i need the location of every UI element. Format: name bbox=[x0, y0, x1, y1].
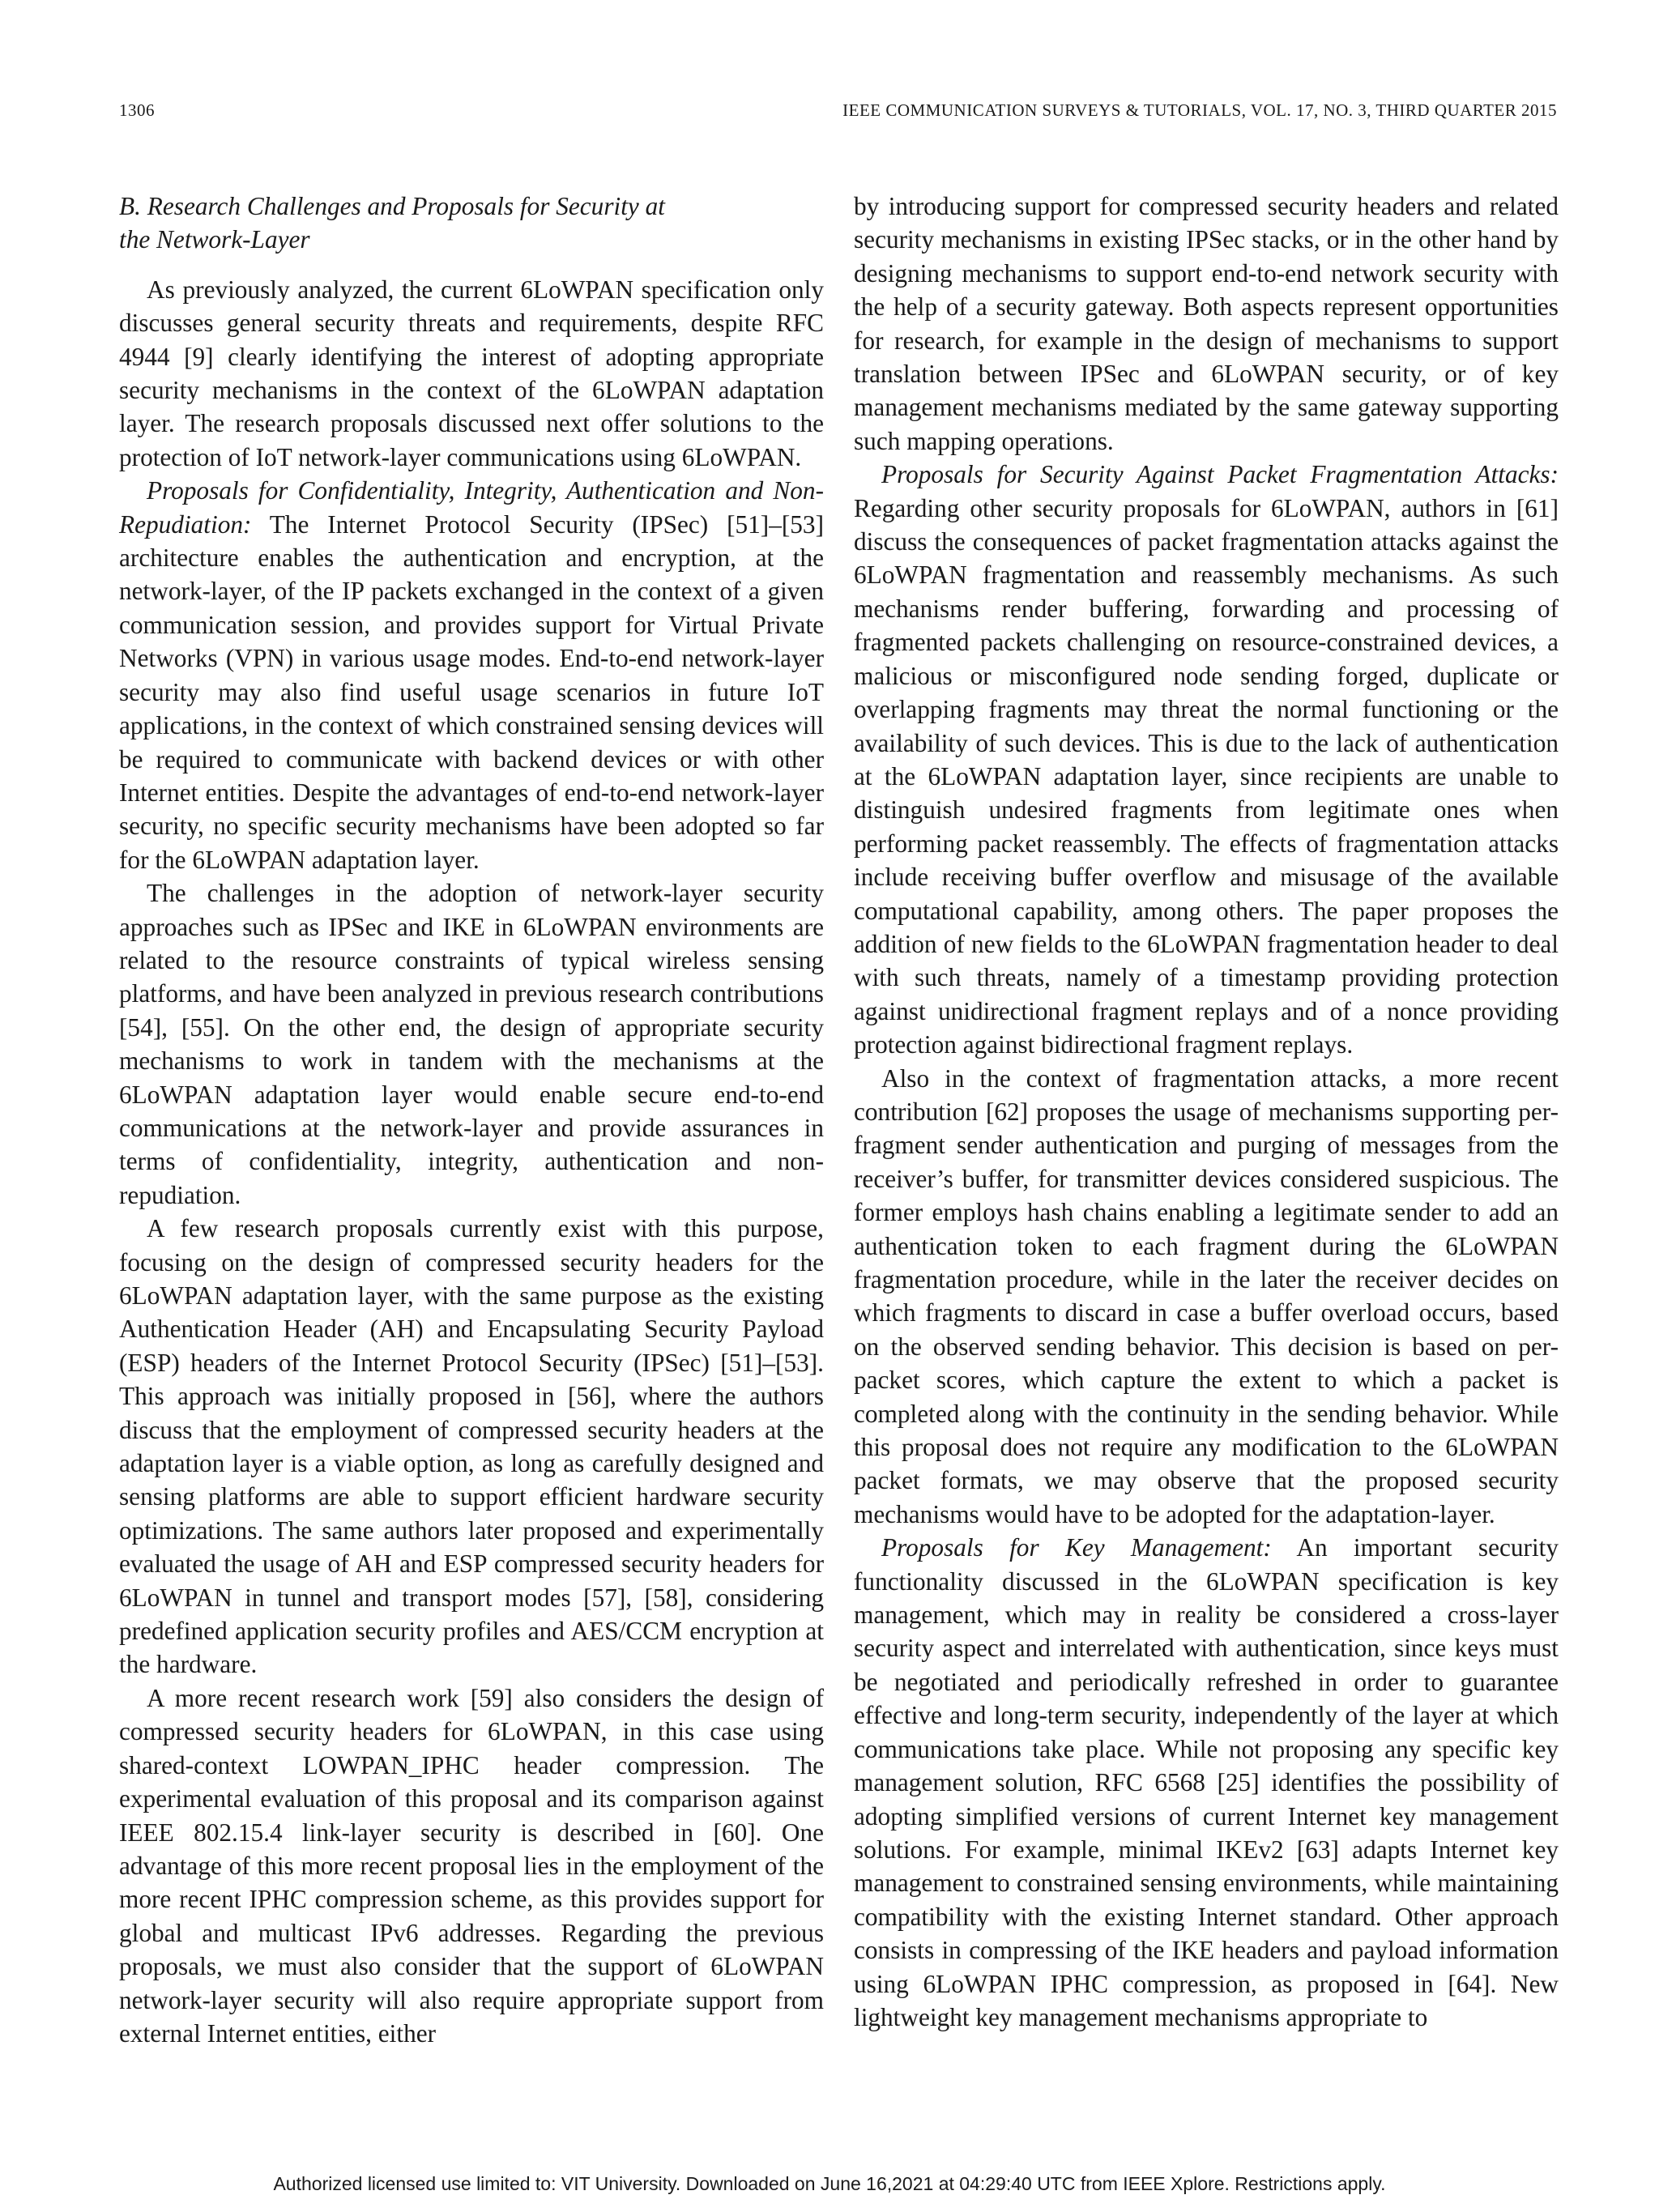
journal-running-header: IEEE COMMUNICATION SURVEYS & TUTORIALS, VOL. 17, NO. 3, THIRD QUARTER 2015 bbox=[842, 100, 1557, 120]
paragraph-recent-work: A more recent research work [59] also considers the design of compressed security headers for 6LoWPAN, in this case using shared-context LOWPAN_IPHC header compression. The experimental evaluation of this proposal and its comparison against IEEE 802.15.4 link-layer security is described in [60]. One advantage of this more recent proposal lies in the employment of the more recent IPHC compression scheme, as this provides support for global and multicast IPv6 addresses. Regarding the previous proposals, we must also consider that the support of 6LoWPAN network-layer security will also require appropriate support from external Internet entities, either bbox=[119, 1683, 824, 2048]
paragraph-key-management-text: An important security functionality discussed in the 6LoWPAN specification is key management, which may in reality be considered a cross-layer security aspect and interrelated with authentication, since keys must be negotiated and periodically refreshed in order to guarantee effective and long-term security, independently of the layer at which communications take place. While not proposing any specific key management solution, RFC 6568 [25] identifies the possibility of adopting simplified versions of current Internet key management solutions. For example, minimal IKEv2 [63] adapts Internet key management to constrained sensing environments, while maintaining compatibility with the existing Internet standard. Other approach consists in compressing of the IKE headers and payload information using 6LoWPAN IPHC compression, as proposed in [64]. New lightweight key management mechanisms appropriate to bbox=[854, 1533, 1559, 2031]
paragraph-confidentiality bbox=[119, 474, 824, 876]
paragraph-intro: As previously analyzed, the current 6LoWPAN specification only discusses general security threats and requirements, despite RFC 4944 [9] clearly identifying the interest of adopting appropriate security mechanisms in the context of the 6LoWPAN adaptation layer. The research proposals discussed next offer solutions to the protection of IoT network-layer communications using 6LoWPAN. bbox=[119, 275, 824, 471]
paragraph-confidentiality-text: The Internet Protocol Security (IPSec) [51]–[53] architecture enables the authentication and encryption, at the network-layer, of the IP packets exchanged in the context of a given communication session, and provides support for Virtual Private Networks (VPN) in various usage modes. End-to-end network-layer security may also find useful usage scenarios in future IoT applications, in the context of which constrained sensing devices will be required to communicate with backend devices or with other Internet entities. Despite the advantages of end-to-end network-layer security, no specific security mechanisms have been adopted so far for the 6LoWPAN adaptation layer. bbox=[119, 509, 824, 874]
run-in-heading-confidentiality: Proposals for Confidentiality, Integrity, Authentication and Non-Repudiation: bbox=[119, 476, 824, 539]
paragraph-continuation: by introducing support for compressed security headers and related security mechanisms in existing IPSec stacks, or in the other hand by designing mechanisms to support end-to-end network security with the help of a security gateway. Both aspects represent opportunities for research, for example in the design of mechanisms to support translation between IPSec and 6LoWPAN security, or of key management mechanisms mediated by the same gateway supporting such mapping operations. bbox=[854, 192, 1559, 455]
page-number: 1306 bbox=[119, 100, 155, 120]
paragraph-compressed-headers: A few research proposals currently exist with this purpose, focusing on the design of compressed security headers for the 6LoWPAN adaptation layer, with the same purpose as the existing Authentication Header (AH) and Encapsulating Security Payload (ESP) headers of the Internet Protocol Security (IPSec) [51]–[53]. This approach was initially proposed in [56], where the authors discuss that the employment of compressed security headers at the adaptation layer is a viable option, as long as carefully designed and sensing platforms are able to support efficient hardware security optimizations. The same authors later proposed and experimentally evaluated the usage of AH and ESP compressed security headers for 6LoWPAN in tunnel and transport modes [57], [58], considering predefined application security profiles and AES/CCM encryption at the hardware. bbox=[119, 1214, 824, 1679]
run-in-heading-fragmentation: Proposals for Security Against Packet Fragmentation Attacks: bbox=[881, 460, 1559, 489]
section-heading-line-2: the Network-Layer bbox=[119, 225, 310, 254]
left-column bbox=[119, 190, 824, 2050]
paragraph-key-management bbox=[854, 1531, 1559, 2034]
run-in-heading-key-management: Proposals for Key Management: bbox=[881, 1533, 1272, 1562]
download-notice: Authorized licensed use limited to: VIT University. Downloaded on June 16,2021 at 04:29:40 UTC from IEEE Xplore. Restrictions apply. bbox=[273, 2173, 1386, 2194]
paragraph-fragmentation-recent: Also in the context of fragmentation attacks, a more recent contribution [62] proposes the usage of mechanisms supporting per-fragment sender authentication and purging of messages from the receiver’s buffer, for transmitter devices considered suspicious. The former employs hash chains enabling a legitimate sender to add an authentication token to each fragment during the 6LoWPAN fragmentation procedure, while in the later the receiver decides on which fragments to discard in case a buffer overload occurs, based on the observed sending behavior. This decision is based on per-packet scores, which capture the extent to which a packet is completed along with the continuity in the sending behavior. While this proposal does not require any modification to the 6LoWPAN packet formats, we may observe that the proposed security mechanisms would have to be adopted for the adaptation-layer. bbox=[854, 1063, 1559, 1528]
paragraph-fragmentation-text: Regarding other security proposals for 6LoWPAN, authors in [61] discuss the consequences of packet fragmentation attacks against the 6LoWPAN fragmentation and reassembly mechanisms. As such mechanisms render buffering, forwarding and processing of fragmented packets challenging on resource-constrained devices, a malicious or misconfigured node sending forged, duplicate or overlapping fragments may threat the normal functioning or the availability of such devices. This is due to the lack of authentication at the 6LoWPAN adaptation layer, since recipients are unable to distinguish undesired fragments from legitimate ones when performing packet reassembly. The effects of fragmentation attacks include receiving buffer overflow and misusage of the available computational capability, among others. The paper proposes the addition of new fields to the 6LoWPAN fragmentation header to deal with such threats, namely of a timestamp providing protection against unidirectional fragment replays and of a nonce providing protection against bidirectional fragment replays. bbox=[854, 493, 1559, 1059]
paragraph-fragmentation bbox=[854, 458, 1559, 1061]
paragraph-challenges: The challenges in the adoption of network-layer security approaches such as IPSec and IKE in 6LoWPAN environments are related to the resource constraints of typical wireless sensing platforms, and have been analyzed in previous research contributions [54], [55]. On the other end, the design of appropriate security mechanisms to work in tandem with the mechanisms at the 6LoWPAN adaptation layer would enable secure end-to-end communications at the network-layer and provide assurances in terms of confidentiality, integrity, authentication and non-repudiation. bbox=[119, 879, 824, 1209]
right-column bbox=[854, 190, 1559, 2034]
section-heading-line-1: B. Research Challenges and Proposals for Security at bbox=[119, 192, 665, 220]
section-heading bbox=[119, 190, 824, 257]
